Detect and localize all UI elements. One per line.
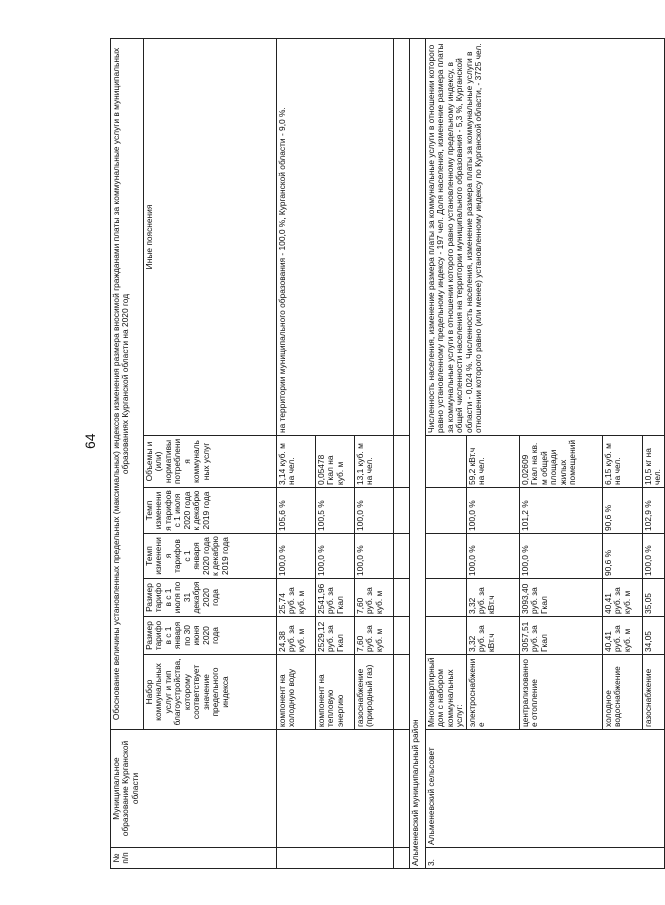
rate2-cell: 90,6 % [602, 488, 642, 534]
header-rate2: Темп изменения тарифов с 1 июля 2020 года к декабрю 2019 года [144, 488, 277, 534]
housing-type: Многоквартирный дом с набором коммунальных услуг: [426, 655, 467, 730]
rate1-cell: 100,0 % [642, 534, 664, 579]
header-tariff2: Размер тарифов с 1 июля по 31 декабря 2020 года [144, 579, 277, 617]
rate2-cell: 105,6 % [277, 488, 316, 534]
tariff2-cell: 25,74 руб. за куб. м [277, 579, 316, 617]
header-municipality: Муниципальное образование Курганской области [111, 730, 277, 848]
header-set: Набор коммунальных услуг и тип благоустройства, которому соответствует значение предельного индекса [144, 655, 277, 730]
service-cell: электроснабжение [466, 655, 519, 730]
service-cell: газоснабжение (природный газ) [355, 655, 394, 730]
volume-cell: 0,02609 Гкал на кв. м общей площади жилых помещений [519, 436, 602, 488]
district-row [410, 38, 426, 868]
volume-cell: 13,1 куб. м на чел. [355, 436, 394, 488]
district-title: Альменевский муниципальный район [410, 38, 426, 868]
tariff2-cell: 40,41 руб. за куб. м [602, 579, 642, 617]
page-number: 64 [82, 433, 98, 449]
tariff1-cell: 3057,51 руб. за Гкал [519, 617, 602, 655]
rate1-cell: 100,0 % [277, 534, 316, 579]
rate2-cell: 100,5 % [316, 488, 355, 534]
tariff1-cell: 34,05 [642, 617, 664, 655]
volume-cell: 3,14 куб. м на чел. [277, 436, 316, 488]
tariff1-cell: 7,60 руб. за куб. м [355, 617, 394, 655]
spacer-row [394, 38, 410, 868]
tariff2-cell: 2541,96 руб. за Гкал [316, 579, 355, 617]
service-cell: компонент на холодную воду [277, 655, 316, 730]
tariff-table [110, 38, 665, 869]
rate1-cell: 100,0 % [316, 534, 355, 579]
table-row [426, 38, 467, 868]
entry-municipality: Альменевский сельсовет [426, 730, 665, 848]
entry-notes: Численность населения, изменение размера платы за коммунальные услуги в отношении которого равно установленному предельному индексу - 197 чел. Доля населения, изменение размера платы за коммунальные услуги в отношении которого равно установленному предельному индексу, в общей численности населения на территории муниципального образования - 5,3 %, Курганской области - 0,024 %. Численность населения, изменение размера платы за коммунальные услуги в отношении которого равно (или менее) установленному индексу по Курганской области, - 3725 чел. [426, 38, 665, 435]
tariff1-cell: 40,41 руб. за куб. м [602, 617, 642, 655]
header-num: № п/п [111, 848, 277, 869]
tariff2-cell: 7,60 руб. за куб. м [355, 579, 394, 617]
header-group: Обоснование величины установленных предельных (максимальных) индексов изменения размера вносимой гражданами платы за коммунальные услуги в муниципальных образованиях Курганской области на 2020 год [111, 38, 144, 729]
tariff1-cell: 2529,12 руб. за Гкал [316, 617, 355, 655]
tariff1-cell: 3,32 руб. за кВт.ч [466, 617, 519, 655]
service-cell: компонент на тепловую энергию [316, 655, 355, 730]
header-notes: Иные пояснения [144, 38, 277, 435]
rate1-cell: 90,6 % [602, 534, 642, 579]
notes-cell: на территории муниципального образования - 100,0 %, Курганской области - 9,0 %. [277, 38, 394, 435]
service-cell: централизованное отопление [519, 655, 602, 730]
tariff2-cell: 3,32 руб. за кВт.ч [466, 579, 519, 617]
volume-cell: 59,2 кВт.ч на чел. [466, 436, 519, 488]
rate1-cell: 100,0 % [355, 534, 394, 579]
table-row [277, 38, 316, 868]
rate2-cell: 101,2 % [519, 488, 602, 534]
tariff2-cell: 35,05 [642, 579, 664, 617]
header-volume: Объемы и (или) нормативы потребления коммунальных услуг [144, 436, 277, 488]
tariff1-cell: 24,38 руб. за куб. м [277, 617, 316, 655]
volume-cell: 10,5 кг на чел. [642, 436, 664, 488]
rate2-cell: 100,0 % [466, 488, 519, 534]
volume-cell: 0,05478 Гкал на куб. м [316, 436, 355, 488]
header-rate1: Темп изменения тарифов с 1 января 2020 года к декабрю 2019 года [144, 534, 277, 579]
tariff2-cell: 3093,40 руб. за Гкал [519, 579, 602, 617]
rate2-cell: 102,9 % [642, 488, 664, 534]
rate2-cell: 100,0 % [355, 488, 394, 534]
rotated-page [110, 39, 663, 869]
service-cell: газоснабжение [642, 655, 664, 730]
volume-cell: 6,15 куб. м на чел. [602, 436, 642, 488]
service-cell: холодное водоснабжение [602, 655, 642, 730]
header-tariff1: Размер тарифов с 1 января по 30 июня 2020 года [144, 617, 277, 655]
rate1-cell: 100,0 % [519, 534, 602, 579]
rate1-cell: 100,0 % [466, 534, 519, 579]
entry-number: 3. [426, 848, 665, 869]
